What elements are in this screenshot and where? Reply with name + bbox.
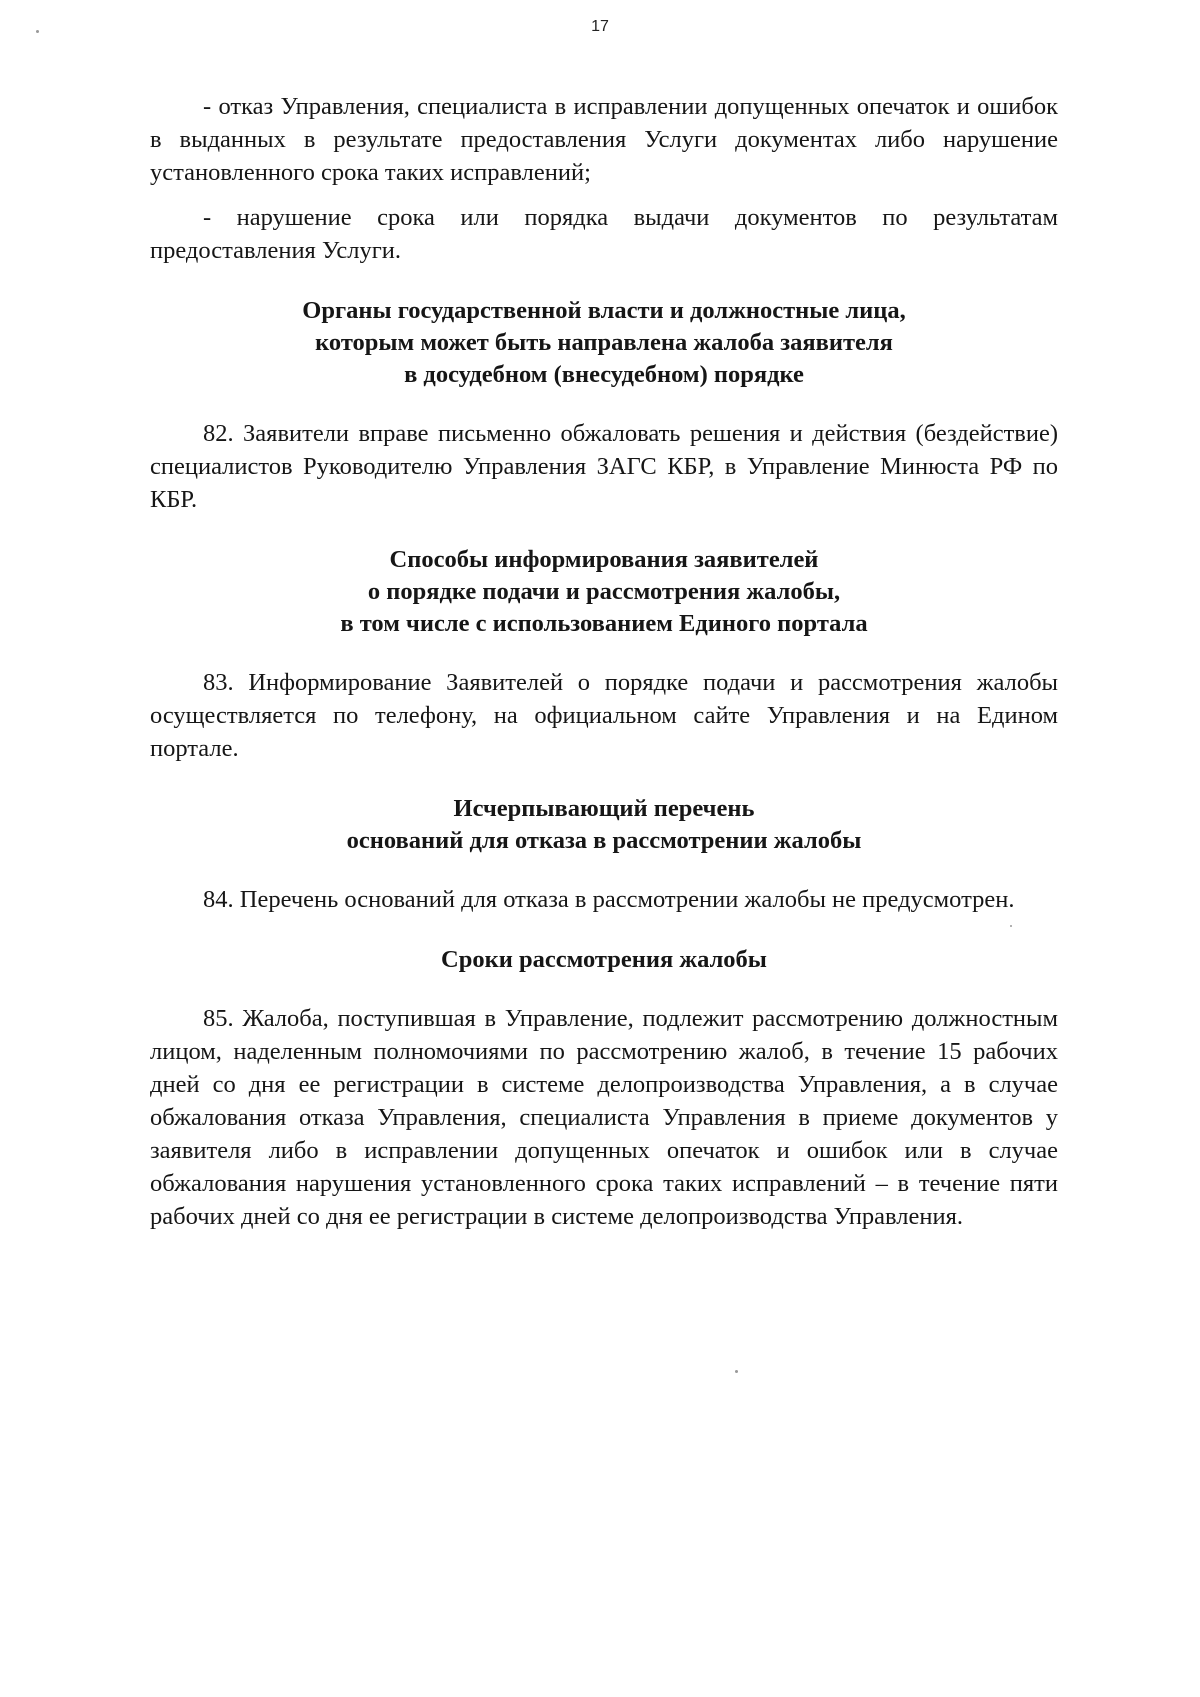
heading-line: которым может быть направлена жалоба заявителя bbox=[315, 329, 893, 356]
scan-speck bbox=[735, 1370, 738, 1373]
paragraph-84: 84. Перечень оснований для отказа в рассмотрении жалобы не предусмотрен. bbox=[203, 886, 1015, 913]
section-heading-informing bbox=[150, 544, 1058, 640]
heading-line: Сроки рассмотрения жалобы bbox=[441, 946, 767, 973]
heading-line: о порядке подачи и рассмотрения жалобы, bbox=[367, 578, 841, 605]
document-body bbox=[150, 90, 1058, 1245]
page-number: 17 bbox=[591, 18, 609, 35]
list-item-issuance-violation: - нарушение срока или порядка выдачи документов по результатам предоставления Услуги. bbox=[150, 204, 1058, 264]
section-heading-refusal-grounds bbox=[150, 793, 1058, 857]
heading-line: Органы государственной власти и должностные лица, bbox=[302, 297, 906, 324]
heading-line: оснований для отказа в рассмотрении жалобы bbox=[346, 827, 862, 854]
list-item-refusal-corrections: - отказ Управления, специалиста в исправлении допущенных опечаток и ошибок в выданных в результате предоставления Услуги документах либо нарушение установленного срока таких исправлений; bbox=[150, 93, 1058, 186]
section-heading-review-terms bbox=[150, 944, 1058, 976]
heading-line: в том числе с использованием Единого портала bbox=[340, 610, 868, 637]
heading-line: Способы информирования заявителей bbox=[389, 546, 819, 573]
heading-line: в досудебном (внесудебном) порядке bbox=[404, 361, 804, 388]
paragraph-82: 82. Заявители вправе письменно обжаловать решения и действия (бездействие) специалистов Руководителю Управления ЗАГС КБР, в Управление Минюста РФ по КБР. bbox=[150, 420, 1058, 513]
scan-speck bbox=[1010, 925, 1012, 927]
scan-speck bbox=[36, 30, 39, 33]
heading-line: Исчерпывающий перечень bbox=[453, 795, 755, 822]
paragraph-83: 83. Информирование Заявителей о порядке подачи и рассмотрения жалобы осуществляется по телефону, на официальном сайте Управления и на Едином портале. bbox=[150, 669, 1058, 762]
section-heading-authorities bbox=[150, 295, 1058, 391]
paragraph-85: 85. Жалоба, поступившая в Управление, подлежит рассмотрению должностным лицом, наделенным полномочиями по рассмотрению жалоб, в течение 15 рабочих дней со дня ее регистрации в системе делопроизводства Управления, а в случае обжалования отказа Управления, специалиста Управления в приеме документов у заявителя либо в исправлении допущенных опечаток и ошибок или в случае обжалования нарушения установленного срока таких исправлений – в течение пяти рабочих дней со дня ее регистрации в системе делопроизводства Управления. bbox=[150, 1005, 1058, 1230]
